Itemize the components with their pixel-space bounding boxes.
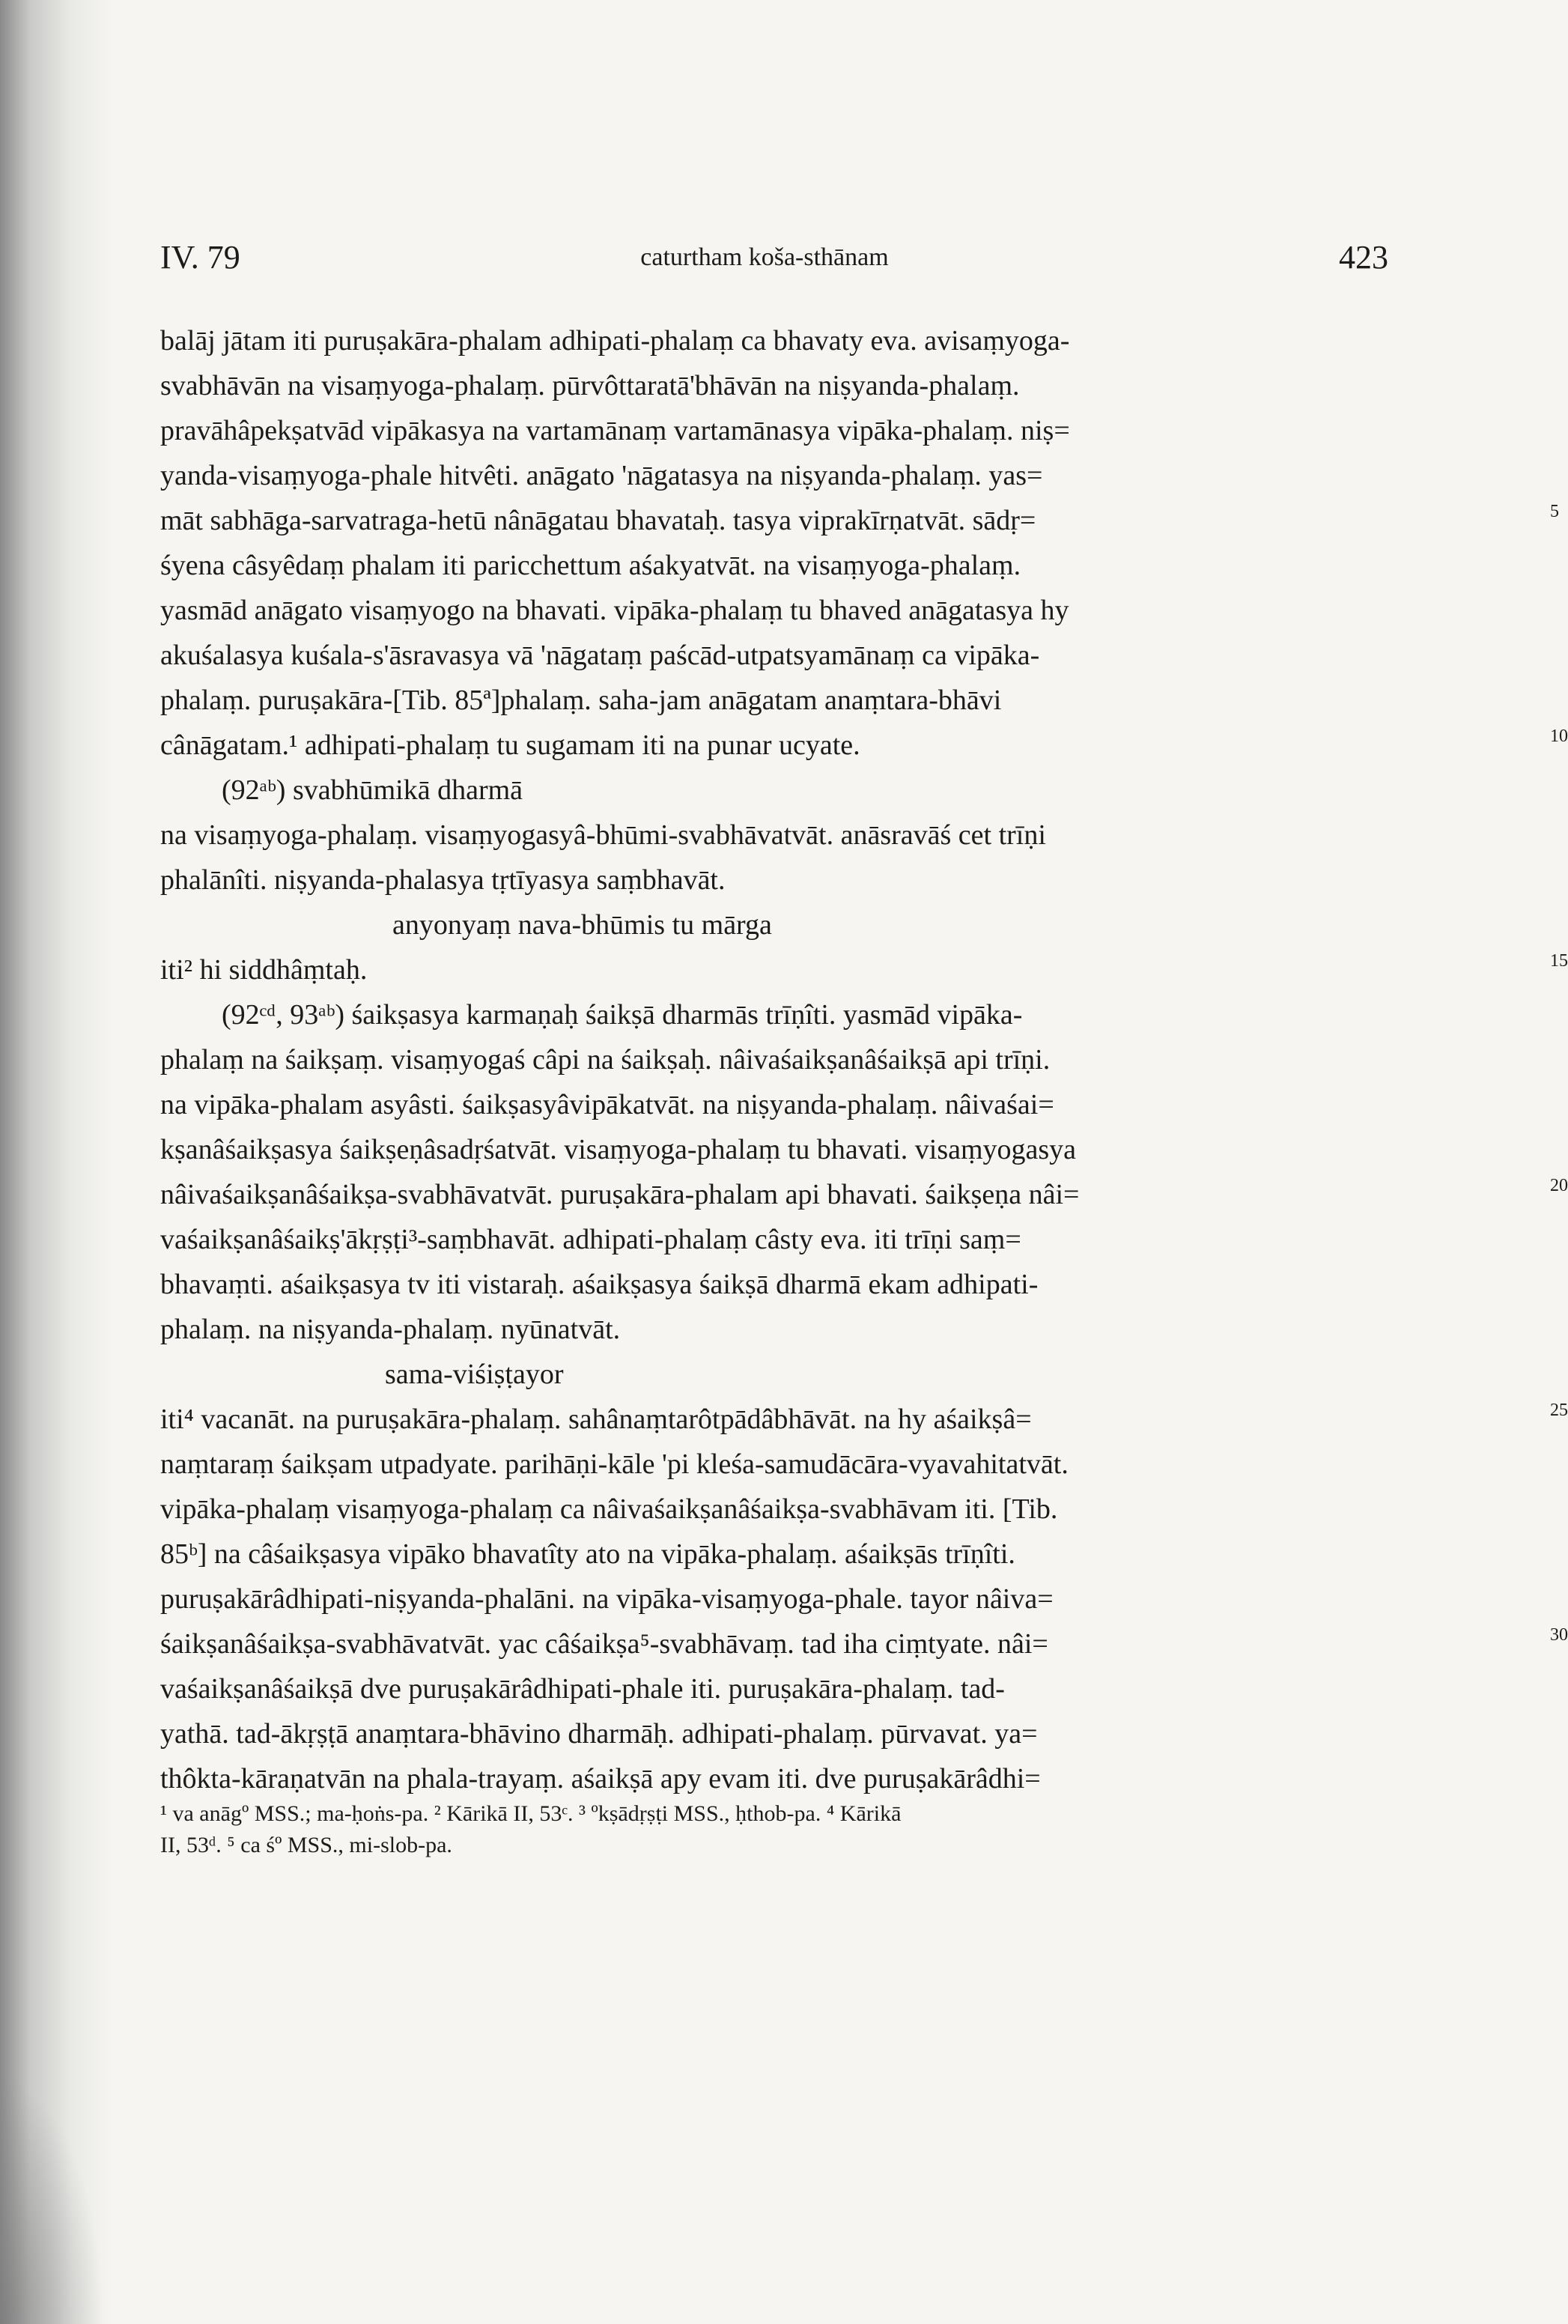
karika-line: (92ᵃᵇ) svabhūmikā dharmā <box>222 774 523 806</box>
page-number: 423 <box>1339 239 1388 276</box>
text-line: śyena câsyêdaṃ phalam iti paricchettum aśakyatvāt. na visaṃyoga-phalaṃ. <box>160 550 1021 581</box>
text-line: svabhāvān na visaṃyoga-phalaṃ. pūrvôttaratā'bhāvān na niṣyanda-phalaṃ. <box>160 370 1020 401</box>
verse-line: sama-viśiṣṭayor <box>385 1359 564 1390</box>
text-line: cânāgatam.¹ adhipati-phalaṃ tu sugamam iti na punar ucyate. <box>160 729 860 761</box>
text-line: akuśalasya kuśala-s'āsravasya vā 'nāgataṃ paścād-utpatsyamānaṃ ca vipāka- <box>160 640 1040 671</box>
text-line: phalaṃ. na niṣyanda-phalaṃ. nyūnatvāt. <box>160 1314 621 1345</box>
text-line: iti⁴ vacanāt. na puruṣakāra-phalaṃ. sahânaṃtarôtpādâbhāvāt. na hy aśaikṣâ= <box>160 1404 1032 1435</box>
text-line: nâivaśaikṣanâśaikṣa-svabhāvatvāt. puruṣakāra-phalam api bhavati. śaikṣeṇa nâi= <box>160 1179 1080 1210</box>
line-number: 5 <box>1550 502 1559 521</box>
text-line: bhavaṃti. aśaikṣasya tv iti vistaraḥ. aśaikṣasya śaikṣā dharmā ekam adhipati- <box>160 1269 1039 1300</box>
line-number: 25 <box>1550 1401 1568 1420</box>
footnote-line: ¹ va anāgº MSS.; ma-ḥoṅs-pa. ² Kārikā II, 53ᶜ. ³ ºkṣādṛṣṭi MSS., ḥthob-pa. ⁴ Kārikā <box>160 1801 902 1826</box>
text-line: puruṣakārâdhipati-niṣyanda-phalāni. na vipāka-visaṃyoga-phale. tayor nâiva= <box>160 1583 1054 1615</box>
line-number: 30 <box>1550 1625 1568 1645</box>
page-header <box>0 238 1529 298</box>
text-line: yathā. tad-ākṛṣṭā anaṃtara-bhāvino dharmāḥ. adhipati-phalaṃ. pūrvavat. ya= <box>160 1718 1038 1750</box>
text-line: balāj jātam iti puruṣakāra-phalam adhipati-phalaṃ ca bhavaty eva. avisaṃyoga- <box>160 325 1070 357</box>
text-line: māt sabhāga-sarvatraga-hetū nânāgatau bhavataḥ. tasya viprakīrṇatvāt. sādṛ= <box>160 505 1036 536</box>
verse-line: anyonyaṃ nava-bhūmis tu mārga <box>392 909 772 941</box>
page-edge-shadow <box>0 0 112 2324</box>
line-number: 20 <box>1550 1176 1568 1195</box>
karika-line: (92ᶜᵈ, 93ᵃᵇ) śaikṣasya karmaṇaḥ śaikṣā dharmās trīṇîti. yasmād vipāka- <box>222 999 1023 1031</box>
chapter-reference: IV. 79 <box>160 239 240 276</box>
text-line: vipāka-phalaṃ visaṃyoga-phalaṃ ca nâivaśaikṣanâśaikṣa-svabhāvam iti. [Tib. <box>160 1493 1058 1525</box>
text-line: yasmād anāgato visaṃyogo na bhavati. vipāka-phalaṃ tu bhaved anāgatasya hy <box>160 595 1069 626</box>
line-number: 10 <box>1550 726 1568 746</box>
text-line: na vipāka-phalam asyâsti. śaikṣasyâvipākatvāt. na niṣyanda-phalaṃ. nâivaśai= <box>160 1089 1054 1120</box>
line-number: 15 <box>1550 951 1568 971</box>
text-line: phalānîti. niṣyanda-phalasya tṛtīyasya saṃbhavāt. <box>160 864 726 896</box>
text-line: 85ᵇ] na câśaikṣasya vipāko bhavatîty ato na vipāka-phalaṃ. aśaikṣās trīṇîti. <box>160 1538 1015 1570</box>
footnote-line: II, 53ᵈ. ⁵ ca śº MSS., mi-slob-pa. <box>160 1833 452 1857</box>
text-line: pravāhâpekṣatvād vipākasya na vartamānaṃ vartamānasya vipāka-phalaṃ. niṣ= <box>160 415 1070 446</box>
running-title: caturtham koša-sthānam <box>640 243 889 271</box>
text-line: na visaṃyoga-phalaṃ. visaṃyogasyâ-bhūmi-svabhāvatvāt. anāsravāś cet trīṇi <box>160 819 1046 851</box>
text-line: phalaṃ. puruṣakāra-[Tib. 85ª]phalaṃ. saha-jam anāgatam anaṃtara-bhāvi <box>160 685 1002 716</box>
page-corner-shadow <box>0 2077 105 2324</box>
text-line: thôkta-kāraṇatvān na phala-trayaṃ. aśaikṣā apy evam iti. dve puruṣakārâdhi= <box>160 1763 1041 1794</box>
text-line: yanda-visaṃyoga-phale hitvêti. anāgato 'nāgatasya na niṣyanda-phalaṃ. yas= <box>160 460 1043 491</box>
text-line: phalaṃ na śaikṣaṃ. visaṃyogaś câpi na śaikṣaḥ. nâivaśaikṣanâśaikṣā api trīṇi. <box>160 1044 1051 1075</box>
text-line: iti² hi siddhâṃtaḥ. <box>160 954 368 986</box>
text-line: vaśaikṣanâśaikṣā dve puruṣakārâdhipati-phale iti. puruṣakāra-phalaṃ. tad- <box>160 1673 1005 1705</box>
text-line: kṣanâśaikṣasya śaikṣeṇâsadṛśatvāt. visaṃyoga-phalaṃ tu bhavati. visaṃyogasya <box>160 1134 1077 1165</box>
text-line: śaikṣanâśaikṣa-svabhāvatvāt. yac câśaikṣa⁵-svabhāvaṃ. tad iha ciṃtyate. nâi= <box>160 1628 1048 1660</box>
text-line: vaśaikṣanâśaikṣ'ākṛṣṭi³-saṃbhavāt. adhipati-phalaṃ câsty eva. iti trīṇi saṃ= <box>160 1224 1021 1255</box>
text-line: naṃtaraṃ śaikṣam utpadyate. parihāṇi-kāle 'pi kleśa-samudācāra-vyavahitatvāt. <box>160 1448 1069 1480</box>
